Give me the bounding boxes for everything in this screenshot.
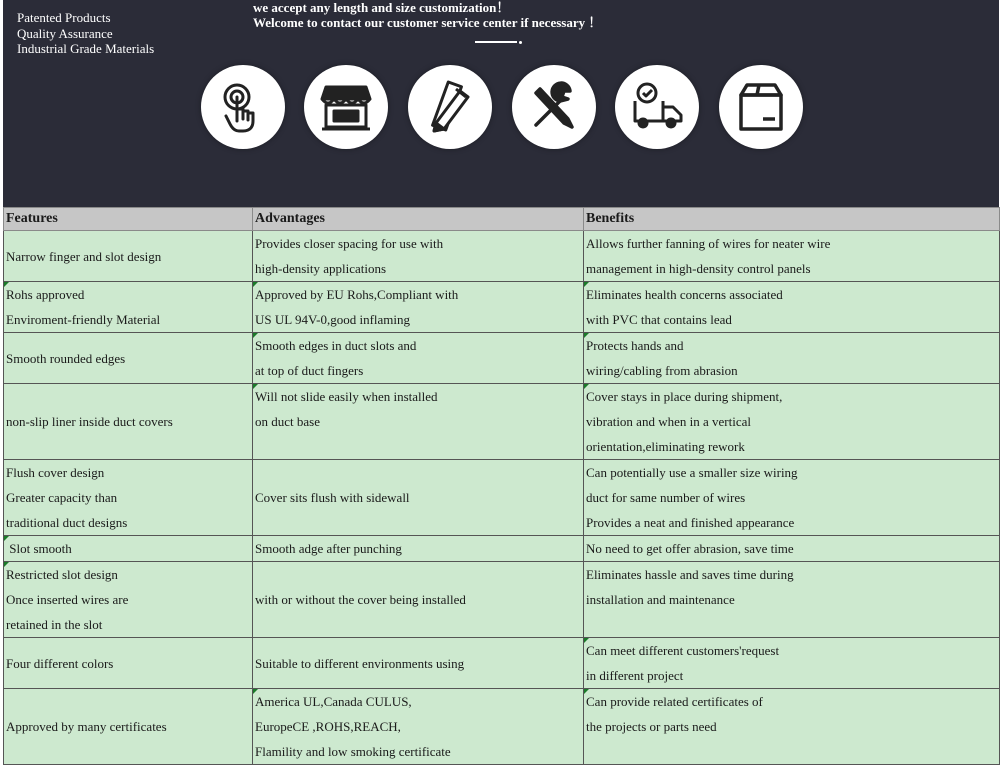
cell-line: Four different colors [6,655,114,671]
feature-cell [4,689,253,765]
cell-line: on duct base [255,414,320,429]
cell-line: Can provide related certificates of [586,694,763,709]
package-box-icon [719,65,803,149]
banner-left-line: Patented Products [17,10,111,25]
delivery-truck-icon [615,65,699,149]
benefit-cell [584,384,1000,460]
cell-line: Suitable to different environments using [255,655,465,671]
cell-line: management in high-density control panels [586,261,811,276]
cell-line: Greater capacity than [6,490,118,505]
advantage-cell [253,231,584,282]
cell-line: non-slip liner inside duct covers [6,414,173,429]
advantage-cell [253,460,584,536]
cell-line: traditional duct designs [6,515,128,530]
cell-line: duct for same number of wires [586,490,746,505]
feature-cell [4,536,253,562]
cell-line: installation and maintenance [586,592,735,607]
banner-divider [475,41,517,43]
table-row [4,460,1000,536]
cell-line: Flush cover design [6,465,105,480]
feature-cell [4,638,253,689]
header-benefits: Benefits [584,208,1000,231]
table-row [4,231,1000,282]
advantage-cell [253,638,584,689]
feature-cell [4,231,253,282]
header-features: Features [4,208,253,231]
advantage-cell [253,333,584,384]
cell-line: the projects or parts need [586,719,717,734]
cell-line: with PVC that contains lead [586,312,732,327]
benefit-cell [584,638,1000,689]
header-advantages: Advantages [253,208,584,231]
table-row [4,282,1000,333]
cell-line: with or without the cover being installed [255,592,466,607]
advantage-cell [253,689,584,765]
feature-cell [4,460,253,536]
cell-line: vibration and when in a vertical [586,414,751,429]
benefit-cell [584,689,1000,765]
features-table [3,207,1000,765]
cell-line: Approved by many certificates [6,719,167,734]
benefit-cell [584,231,1000,282]
cell-line: Smooth adge after punching [255,541,402,556]
advantage-cell [253,384,584,460]
banner-left-line: Industrial Grade Materials [17,41,155,56]
touch-hand-icon [201,65,285,149]
cell-line: orientation,eliminating rework [586,439,745,454]
cell-line: Provides a neat and finished appearance [586,515,795,530]
cell-line: Enviroment-friendly Material [6,312,161,327]
feature-cell [4,333,253,384]
cell-line: high-density applications [255,261,387,276]
cell-line: Flamility and low smoking certificate [255,744,451,759]
banner-left-line: Quality Assurance [17,25,113,41]
feature-cell [4,384,253,460]
cell-line: Once inserted wires are [6,592,129,607]
banner-center-lines [253,0,601,30]
tools-icon [512,65,596,149]
table-row [4,333,1000,384]
table-row [4,562,1000,638]
benefit-cell [584,282,1000,333]
cell-line: Provides closer spacing for use with [255,236,444,251]
cell-line: Allows further fanning of wires for neater wire [586,236,831,251]
cell-line: retained in the slot [6,617,103,632]
cell-line: Can meet different customers'request [586,643,780,658]
cell-line: Rohs approved [6,287,85,302]
cell-line: Can potentially use a smaller size wiring [586,465,798,480]
benefit-cell [584,460,1000,536]
banner-left-lines [17,10,154,57]
cell-line: Cover sits flush with sidewall [255,490,410,505]
feature-cell [4,282,253,333]
table-row [4,384,1000,460]
store-icon [304,65,388,149]
table-header-row [4,208,1000,231]
cell-line: in different project [586,668,684,683]
cell-line: Approved by EU Rohs,Compliant with [255,287,459,302]
feature-cell [4,562,253,638]
cell-line: Will not slide easily when installed [255,389,438,404]
table-row [4,536,1000,562]
benefit-cell [584,562,1000,638]
banner-center-line: Welcome to contact our customer service center if necessary ！ [253,15,602,30]
cell-line: wiring/cabling from abrasion [586,363,738,378]
cell-line: Restricted slot design [6,567,118,582]
cell-line: Smooth rounded edges [6,350,126,366]
cell-line: Smooth edges in duct slots and [255,338,417,353]
cell-line: Eliminates hassle and saves time during [586,567,794,582]
cell-line: at top of duct fingers [255,363,364,378]
banner [3,0,999,207]
pencil-ruler-icon [408,65,492,149]
banner-divider-dot [519,41,522,44]
cell-line: America UL,Canada CULUS, [255,694,412,709]
advantage-cell [253,536,584,562]
cell-line: Narrow finger and slot design [6,248,162,264]
benefit-cell [584,536,1000,562]
cell-line: Slot smooth [6,541,72,556]
table-row [4,638,1000,689]
banner-center-line: we accept any length and size customization！ [253,0,510,15]
table-row [4,689,1000,765]
benefit-cell [584,333,1000,384]
cell-line: EuropeCE ,ROHS,REACH, [255,719,401,734]
cell-line: Eliminates health concerns associated [586,287,783,302]
advantage-cell [253,282,584,333]
cell-line: No need to get offer abrasion, save time [586,541,794,556]
cell-line: Cover stays in place during shipment, [586,389,783,404]
advantage-cell [253,562,584,638]
cell-line: US UL 94V-0,good inflaming [255,312,411,327]
cell-line: Protects hands and [586,338,684,353]
